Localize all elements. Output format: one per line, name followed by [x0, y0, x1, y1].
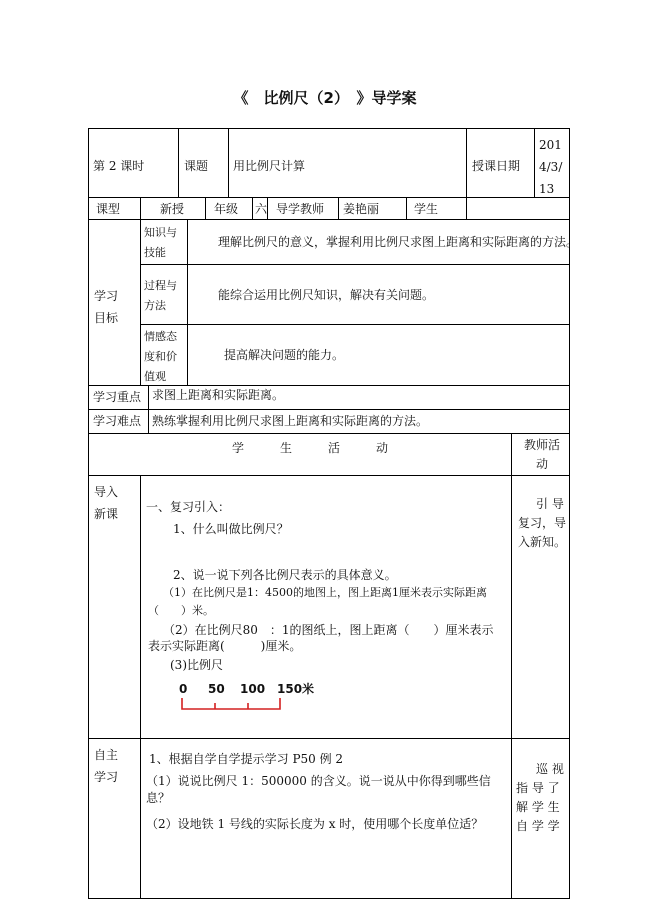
key-point-label: 学习重点 [93, 390, 142, 404]
intro-question-2-1a: （1）在比例尺是1：4500的地图上，图上距离1厘米表示实际距离 [163, 586, 487, 599]
goal-knowledge-text: 理解比例尺的意义，掌握利用比例尺求图上距离和实际距离的方法。 [218, 235, 579, 249]
teacher-activity-header: 教师活 动 [523, 438, 560, 471]
intro-question-1: 1、什么叫做比例尺？ [173, 522, 289, 536]
goals-label: 学习 目标 [94, 289, 119, 325]
date-label: 授课日期 [472, 159, 521, 173]
grade-label: 年级 [214, 202, 239, 216]
type-label: 课型 [96, 202, 121, 216]
topic-value: 用比例尺计算 [233, 159, 306, 173]
goal-attitude-text: 提高解决问题的能力。 [224, 348, 345, 362]
intro-question-2: 2、说一说下列各比例尺表示的具体意义。 [173, 568, 397, 582]
grade-value: 六 [255, 202, 268, 216]
goal-process-label: 过程与 方法 [144, 279, 177, 312]
self-study-item-1-1b: 息？ [146, 791, 171, 805]
intro-section-heading: 一、复习引入： [146, 500, 231, 514]
difficulty-label: 学习难点 [93, 414, 142, 428]
topic-label: 课题 [184, 159, 209, 173]
scale-bar-graphic [178, 694, 288, 712]
key-point-text: 求图上距离和实际距离。 [152, 388, 285, 402]
goal-attitude-label: 情感态 度和价 值观 [144, 330, 177, 383]
self-study-label: 自主 学习 [94, 748, 119, 784]
page-title: 《 比例尺（2） 》导学案 [233, 89, 417, 107]
student-label: 学生 [414, 202, 439, 216]
scale-label-100: 100 [240, 682, 266, 696]
intro-question-2-2a: （2）在比例尺80 ：1的图纸上，图上距离（ ）厘米表示 [163, 623, 494, 637]
lesson-number: 第 2 课时 [93, 159, 145, 173]
intro-label: 导入 新课 [94, 485, 119, 521]
goal-process-text: 能综合运用比例尺知识，解决有关问题。 [218, 288, 435, 302]
intro-question-2-2b: 表示实际距离( )厘米。 [148, 639, 302, 653]
self-study-item-1-2: （2）设地铁 1 号线的实际长度为 x 时，使用哪个长度单位适？ [146, 817, 484, 831]
difficulty-text: 熟练掌握利用比例尺求图上距离和实际距离的方法。 [152, 414, 429, 428]
student-activity-header: 学 生 活 动 [232, 441, 389, 455]
self-study-item-1-1a: （1）说说比例尺 1：500000 的含义。说一说从中你得到哪些信 [146, 774, 491, 788]
scale-label-150: 150米 [277, 682, 315, 696]
teacher-label: 导学教师 [276, 202, 325, 216]
type-value: 新授 [160, 202, 185, 216]
goal-knowledge-label: 知识与 技能 [144, 226, 177, 259]
scale-label-0: 0 [179, 682, 188, 696]
scale-label-50: 50 [208, 682, 225, 696]
intro-question-2-1b: （ ）米。 [148, 604, 214, 617]
date-value: 201 4/3/ 13 [539, 138, 563, 196]
intro-teacher-note: 引 导 复习，导 入新知。 [518, 497, 567, 549]
teacher-value: 姜艳丽 [343, 202, 380, 216]
self-study-item-1: 1、根据自学自学提示学习 P50 例 2 [149, 752, 344, 766]
intro-question-2-3: (3)比例尺 [170, 658, 223, 672]
self-study-teacher-note: 巡 视 指 导 了 解 学 生 自 学 学 [516, 762, 564, 833]
